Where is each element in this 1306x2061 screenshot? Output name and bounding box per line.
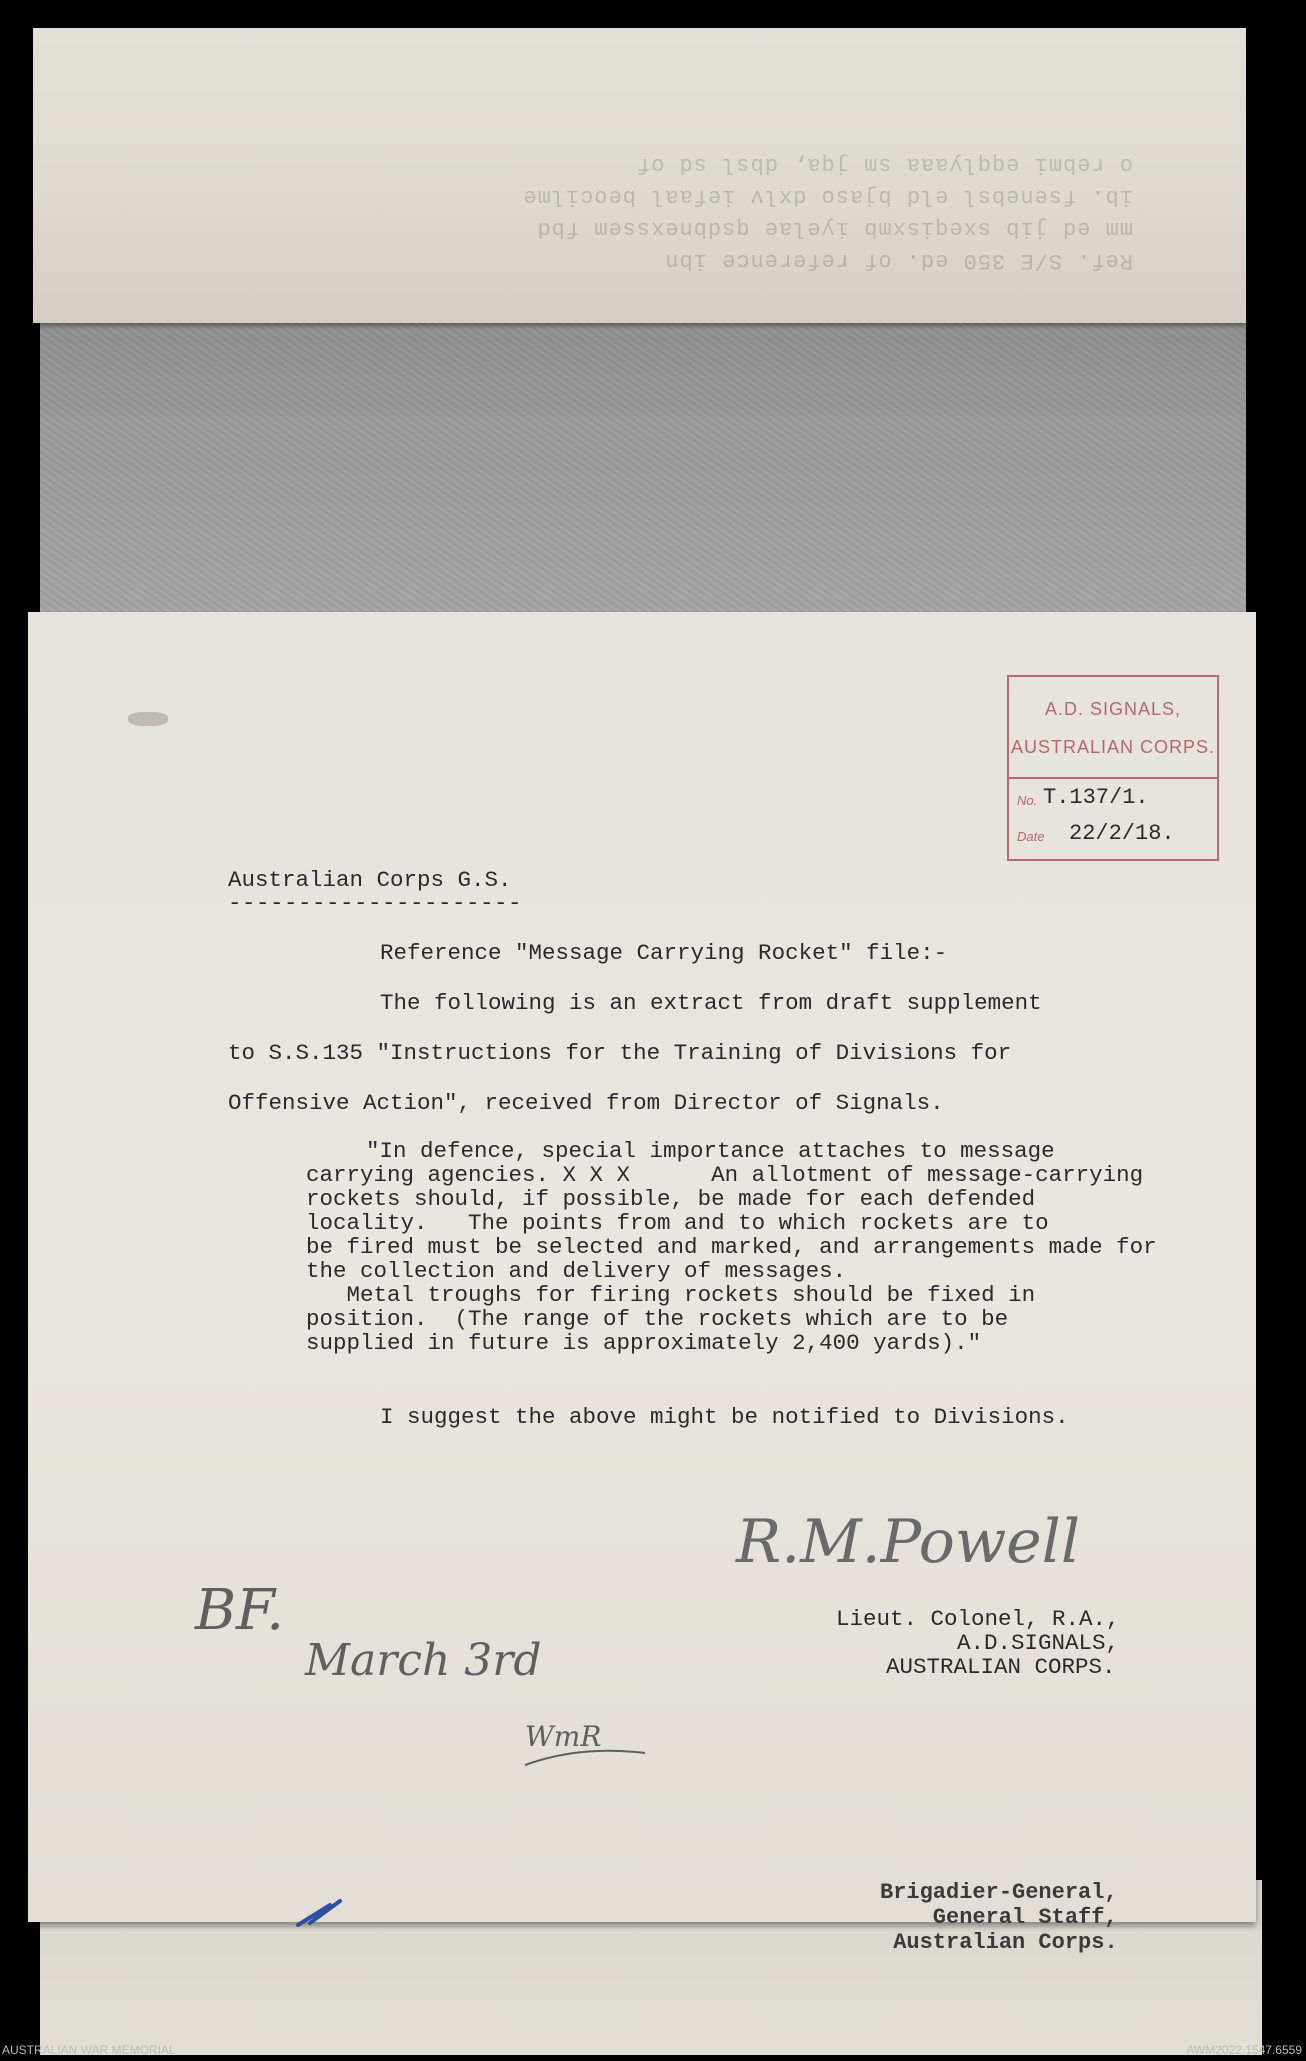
show-through-text: Ref. S/E 350 ed. of reference ibn mm ed jib sxeqisxmb iyelae qsdbnexssem fbd ib. fsenebsl eld bjaso dxlv iefaal beocilme o rebmi eqqlyaaa sm jqa, dbsl sd of <box>522 152 1133 273</box>
back-sheet-line1: Brigadier-General, <box>880 1880 1118 1905</box>
stamp-line-2: AUSTRALIAN CORPS. <box>1010 737 1216 757</box>
addressee-underline: --------------------- <box>228 890 523 916</box>
initials-underline <box>520 1735 650 1775</box>
reference-line: Reference "Message Carrying Rocket" file:- <box>380 940 948 966</box>
paper-blemish <box>128 712 168 726</box>
signature-title-line-2: A.D.SIGNALS, <box>957 1630 1120 1656</box>
footer-institution: AUSTRALIAN WAR MEMORIAL <box>2 2043 176 2057</box>
back-sheet-signature-block <box>880 1880 1118 1955</box>
quote-line: the collection and delivery of messages. <box>306 1258 847 1284</box>
addressee: Australian Corps G.S. <box>228 867 512 893</box>
paragraph-line-1: The following is an extract from draft supplement <box>380 990 1042 1016</box>
quote-line: be fired must be selected and marked, and arrangements made for <box>306 1234 1157 1260</box>
folded-top-sheet <box>33 28 1246 323</box>
handwritten-march-date: March 3rd <box>305 1635 542 1686</box>
stamp-line-1: A.D. SIGNALS, <box>1044 699 1182 719</box>
stamp-divider <box>1009 777 1217 779</box>
stamp-number: T.137/1. <box>1043 785 1149 810</box>
blue-pencil-mark <box>290 1895 370 1935</box>
quote-line: carrying agencies. X X X An allotment of message-carrying <box>306 1162 1144 1188</box>
handwritten-bf: BF. <box>195 1578 285 1643</box>
stamp-date: 22/2/18. <box>1069 821 1175 846</box>
quote-line: "In defence, special importance attaches to message <box>366 1138 1055 1164</box>
quote-line: rockets should, if possible, be made for each defended <box>306 1186 1036 1212</box>
handwritten-initials: WmR <box>525 1720 602 1753</box>
suggestion-line: I suggest the above might be notified to Divisions. <box>380 1404 1069 1430</box>
quote-line: position. (The range of the rockets which are to be <box>306 1306 1009 1332</box>
back-sheet-line3: Australian Corps. <box>893 1930 1118 1955</box>
receipt-stamp <box>1007 675 1219 861</box>
stamp-no-label: No. <box>1017 793 1038 808</box>
stamp-date-label: Date <box>1017 829 1045 844</box>
handwritten-signature: R.M.Powell <box>736 1507 1081 1577</box>
quote-line: supplied in future is approximately 2,400 yards)." <box>306 1330 982 1356</box>
signature-title-line-3: AUSTRALIAN CORPS. <box>886 1654 1116 1680</box>
footer-accession-number: AWM2022.1547.6559 <box>1186 2043 1302 2057</box>
quote-line: locality. The points from and to which rockets are to <box>306 1210 1049 1236</box>
grey-tissue-sheet <box>40 316 1246 618</box>
signature-title-line-1: Lieut. Colonel, R.A., <box>836 1606 1120 1632</box>
paragraph-line-3: Offensive Action", received from Director of Signals. <box>228 1090 944 1116</box>
quote-line: Metal troughs for firing rockets should be fixed in <box>306 1282 1036 1308</box>
back-sheet-line2: General Staff, <box>932 1905 1118 1930</box>
paragraph-line-2: to S.S.135 "Instructions for the Training of Divisions for <box>228 1040 1012 1066</box>
